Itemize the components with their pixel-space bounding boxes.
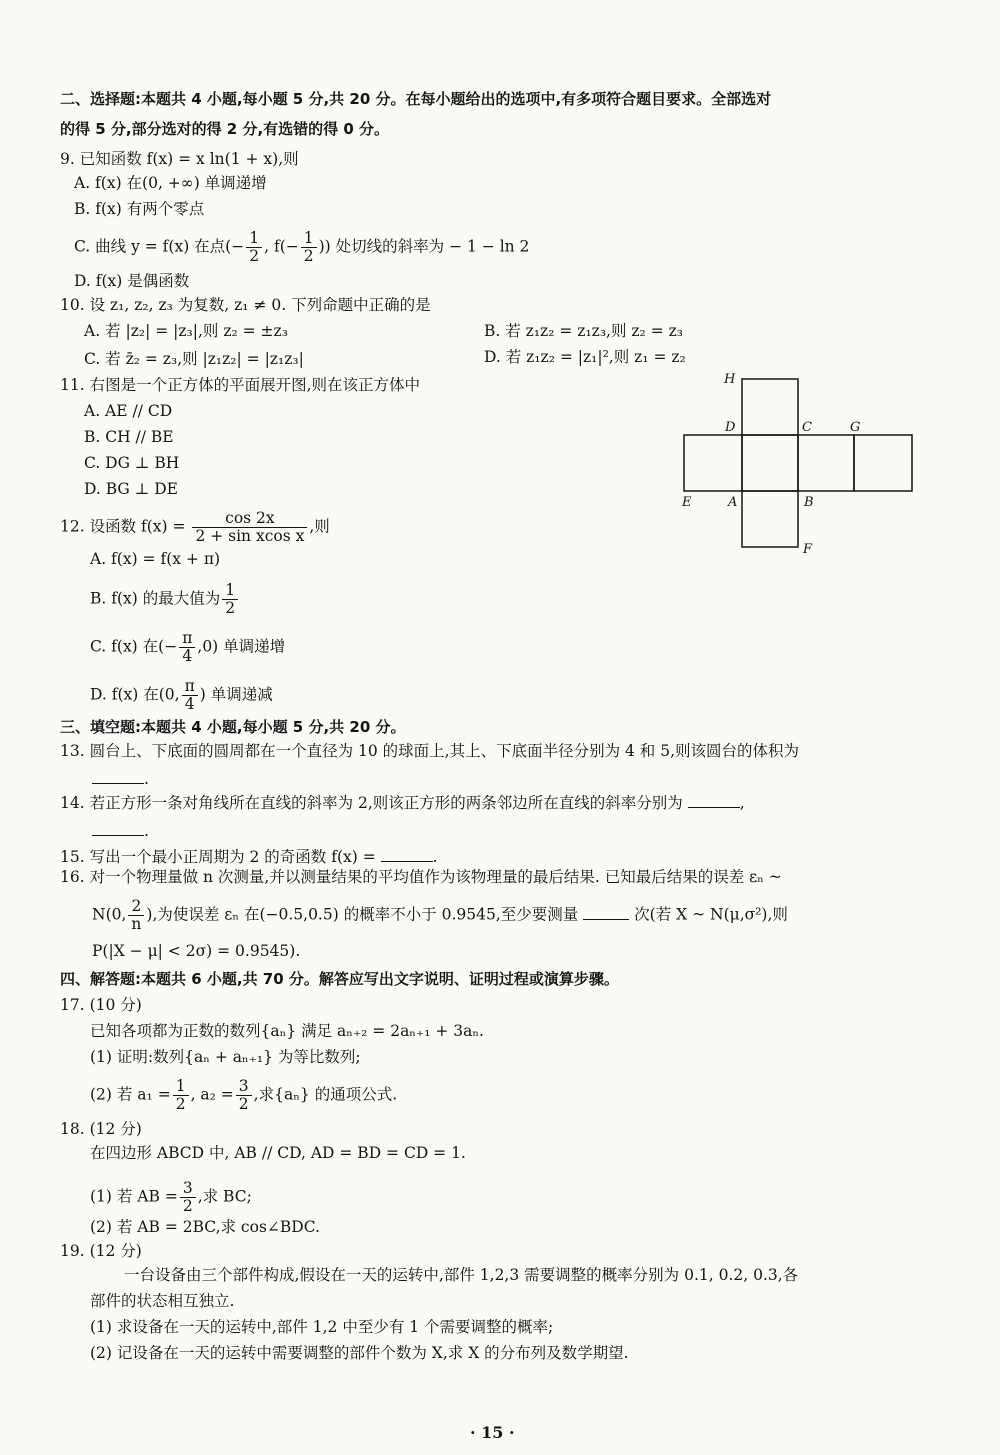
q17-part1: (1) 证明:数列{aₙ + aₙ₊₁} 为等比数列;: [90, 1048, 361, 1066]
q9-option-d: D. f(x) 是偶函数: [74, 272, 190, 290]
q18-number: 18. (12 分): [60, 1120, 142, 1138]
q12-option-d: D. f(x) 在(0, $\frac{\pi}{4}$ ) 单调递减: [90, 677, 273, 713]
label-c: C: [802, 420, 812, 435]
q10-option-d: D. 若 z₁z₂ = |z₁|²,则 z₁ = z₂: [484, 348, 686, 366]
q19-part2: (2) 记设备在一天的运转中需要调整的部件个数为 X,求 X 的分布列及数学期望.: [90, 1344, 629, 1362]
q12-option-c: C. f(x) 在(− $\frac{\pi}{4}$ ,0) 单调递增: [90, 629, 286, 665]
page-number: · 15 ·: [470, 1423, 515, 1442]
q16-line1: 16. 对一个物理量做 n 次测量,并以测量结果的平均值作为该物理量的最后结果. 已知最后结果的误差 εₙ ~: [60, 868, 782, 886]
q15-text: 15. 写出一个最小正周期为 2 的奇函数 f(x) = .: [60, 848, 438, 866]
q17-stem: 已知各项都为正数的数列{aₙ} 满足 aₙ₊₂ = 2aₙ₊₁ + 3aₙ.: [90, 1022, 484, 1040]
label-e: E: [682, 495, 692, 510]
q11-option-c: C. DG ⊥ BH: [84, 454, 180, 472]
label-h: H: [724, 372, 736, 387]
q9-stem: 9. 已知函数 f(x) = x ln(1 + x),则: [60, 150, 299, 168]
section-heading-3: 三、填空题:本题共 4 小题,每小题 5 分,共 20 分。: [60, 718, 406, 736]
q11-option-b: B. CH // BE: [84, 428, 174, 446]
q18-part1: (1) 若 AB = $\frac{3}{2}$ ,求 BC;: [90, 1179, 252, 1215]
q12-option-a: A. f(x) = f(x + π): [90, 550, 221, 568]
q17-part2: (2) 若 a₁ = $\frac{1}{2}$ , a₂ = $\frac{3}{2}$ ,求{aₙ} 的通项公式.: [90, 1077, 398, 1113]
q9-option-b: B. f(x) 有两个零点: [74, 200, 205, 218]
section-heading-cont: 的得 5 分,部分选对的得 2 分,有选错的得 0 分。: [60, 120, 390, 138]
label-f: F: [803, 542, 813, 557]
q19-line2: 部件的状态相互独立.: [90, 1292, 235, 1310]
net-square-bottom: [742, 491, 798, 547]
q10-option-b: B. 若 z₁z₂ = z₁z₃,则 z₂ = z₃: [484, 322, 683, 340]
q9-option-c: C. 曲线 y = f(x) 在点(− $\frac{1}{2}$ , f(− $\frac{1}{2}$ )) 处切线的斜率为 − 1 − ln 2: [74, 229, 530, 265]
q10-option-a: A. 若 |z₂| = |z₃|,则 z₂ = ±z₃: [84, 322, 288, 340]
net-square-center: [742, 435, 798, 491]
label-g: G: [850, 420, 861, 435]
label-b: B: [804, 495, 814, 510]
q11-option-d: D. BG ⊥ DE: [84, 480, 178, 498]
q18-part2: (2) 若 AB = 2BC,求 cos∠BDC.: [90, 1218, 320, 1236]
section-heading: 二、选择题:本题共 4 小题,每小题 5 分,共 20 分。在每小题给出的选项中,有多项符合题目要求。全部选对: [60, 90, 772, 108]
section-heading-4: 四、解答题:本题共 6 小题,共 70 分。解答应写出文字说明、证明过程或演算步骤。: [60, 970, 619, 988]
q12-option-b: B. f(x) 的最大值为 $\frac{1}{2}$: [90, 582, 240, 617]
q19-line1: 一台设备由三个部件构成,假设在一天的运转中,部件 1,2,3 需要调整的概率分别为 0.1, 0.2, 0.3,各: [124, 1266, 799, 1284]
q16-line3: P(|X − μ| < 2σ) = 0.9545).: [92, 942, 301, 960]
label-d: D: [725, 420, 736, 435]
q13-text: 13. 圆台上、下底面的圆周都在一个直径为 10 的球面上,其上、下底面半径分别为 4 和 5,则该圆台的体积为: [60, 742, 800, 760]
net-square-far-right: [854, 435, 912, 491]
cube-net-figure: [670, 365, 930, 565]
q12-stem: 12. 设函数 f(x) = $\frac{\cos 2x}{\text{2 + sin xcos x}}$ ,则: [60, 509, 330, 545]
q11-option-a: A. AE // CD: [84, 402, 173, 420]
net-square-top: [742, 379, 798, 435]
q10-option-c: C. 若 z̄₂ = z₃,则 |z₁z₂| = |z₁z₃|: [84, 350, 304, 368]
q18-stem: 在四边形 ABCD 中, AB // CD, AD = BD = CD = 1.: [90, 1144, 466, 1162]
q9-option-a: A. f(x) 在(0, +∞) 单调递增: [74, 174, 267, 192]
q17-number: 17. (10 分): [60, 996, 142, 1014]
label-a: A: [728, 495, 738, 510]
net-square-right: [798, 435, 854, 491]
net-square-left: [684, 435, 742, 491]
q10-stem: 10. 设 z₁, z₂, z₃ 为复数, z₁ ≠ 0. 下列命题中正确的是: [60, 296, 431, 314]
q19-number: 19. (12 分): [60, 1242, 142, 1260]
q14-answer-line: .: [92, 820, 149, 842]
q11-stem: 11. 右图是一个正方体的平面展开图,则在该正方体中: [60, 376, 421, 394]
q16-line2: N(0, $\frac{2}{n}$ ),为使误差 εₙ 在(−0.5,0.5) 的概率不小于 0.9545,至少要测量 次(若 X ~ N(μ,σ²),则: [92, 897, 788, 933]
q14-text: 14. 若正方形一条对角线所在直线的斜率为 2,则该正方形的两条邻边所在直线的斜率分别为 ,: [60, 794, 745, 812]
q13-answer-line: .: [92, 768, 149, 790]
q19-part1: (1) 求设备在一天的运转中,部件 1,2 中至少有 1 个需要调整的概率;: [90, 1318, 554, 1336]
